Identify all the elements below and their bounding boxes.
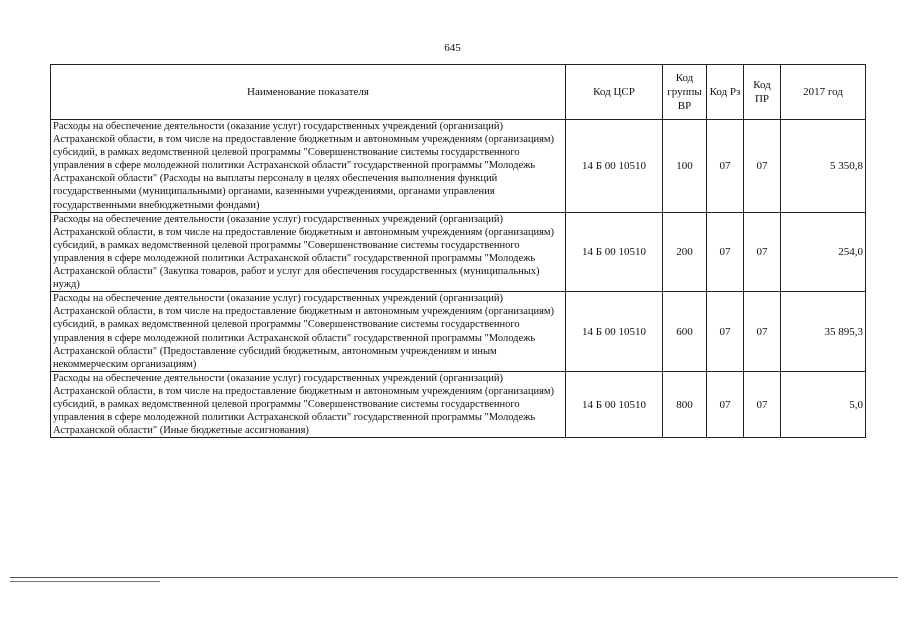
row-pr: 07 [744, 292, 781, 372]
row-name: Расходы на обеспечение деятельности (оказание услуг) государственных учреждений (организаций) Астраханской области, в том числе на предоставление бюджетным и автономным учреждениям (организациям) субсидий, в рамках ведомственной целевой программы "Совершенствование системы государственного управления в сфере молодежной политики Астраханской области" государственной программы "Молодежь Астраханской области" (Иные бюджетные ассигнования) [51, 371, 566, 437]
row-pr: 07 [744, 371, 781, 437]
row-vr: 800 [663, 371, 707, 437]
table-row [51, 212, 866, 292]
page-number: 645 [444, 42, 461, 54]
row-name: Расходы на обеспечение деятельности (оказание услуг) государственных учреждений (организаций) Астраханской области, в том числе на предоставление бюджетным и автономным учреждениям (организациям) субсидий, в рамках ведомственной целевой программы "Совершенствование системы государственного управления в сфере молодежной политики Астраханской области" государственной программы "Молодежь Астраханской области" (Предоставление субсидий бюджетным, автономным учреждениям и иным некоммерческим организациям) [51, 292, 566, 372]
footer-divider [10, 577, 898, 578]
row-name: Расходы на обеспечение деятельности (оказание услуг) государственных учреждений (организаций) Астраханской области, в том числе на предоставление бюджетным и автономным учреждениям (организациям) субсидий, в рамках ведомственной целевой программы "Совершенствование системы государственного управления в сфере молодежной политики Астраханской области" государственной программы "Молодежь Астраханской области" (Закупка товаров, работ и услуг для обеспечения государственных (муниципальных) нужд) [51, 212, 566, 292]
row-amount: 5 350,8 [781, 120, 866, 213]
table-row [51, 120, 866, 213]
row-amount: 5,0 [781, 371, 866, 437]
header-vr: Код группы ВР [663, 65, 707, 120]
header-csr: Код ЦСР [566, 65, 663, 120]
header-name: Наименование показателя [51, 65, 566, 120]
row-csr: 14 Б 00 10510 [566, 371, 663, 437]
table-header-row [51, 65, 866, 120]
row-rz: 07 [707, 292, 744, 372]
table-row [51, 371, 866, 437]
row-csr: 14 Б 00 10510 [566, 292, 663, 372]
row-vr: 600 [663, 292, 707, 372]
row-vr: 100 [663, 120, 707, 213]
row-csr: 14 Б 00 10510 [566, 212, 663, 292]
row-rz: 07 [707, 212, 744, 292]
row-pr: 07 [744, 120, 781, 213]
row-csr: 14 Б 00 10510 [566, 120, 663, 213]
row-rz: 07 [707, 371, 744, 437]
header-rz: Код Рз [707, 65, 744, 120]
row-amount: 254,0 [781, 212, 866, 292]
footer-divider-short [10, 581, 160, 582]
row-name: Расходы на обеспечение деятельности (оказание услуг) государственных учреждений (организаций) Астраханской области, в том числе на предоставление бюджетным и автономным учреждениям (организациям) субсидий, в рамках ведомственной целевой программы "Совершенствование системы государственного управления в сфере молодежной политики Астраханской области" государственной программы "Молодежь Астраханской области" (Расходы на выплаты персоналу в целях обеспечения выполнения функций государственными (муниципальными) органами, казенными учреждениями, органами управления государственными внебюджетными фондами) [51, 120, 566, 213]
header-pr: Код ПР [744, 65, 781, 120]
budget-table [50, 64, 866, 438]
row-amount: 35 895,3 [781, 292, 866, 372]
header-year: 2017 год [781, 65, 866, 120]
row-rz: 07 [707, 120, 744, 213]
row-vr: 200 [663, 212, 707, 292]
row-pr: 07 [744, 212, 781, 292]
table-row [51, 292, 866, 372]
